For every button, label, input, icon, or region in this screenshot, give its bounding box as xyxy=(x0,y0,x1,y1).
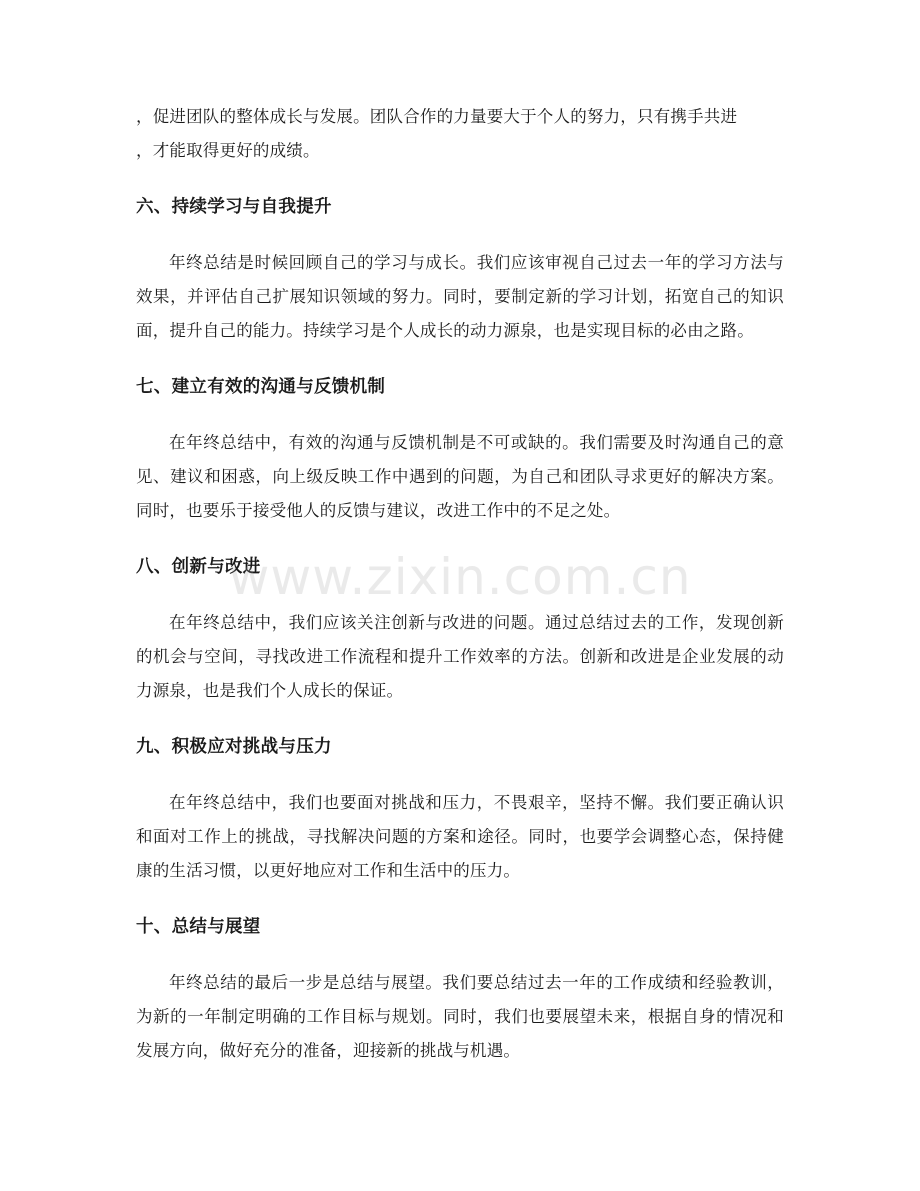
section-paragraph-10: 年终总结的最后一步是总结与展望。我们要总结过去一年的工作成绩和经验教训，为新的一年制定明确的工作目标与规划。同时，我们也要展望未来，根据自身的情况和发展方向，做好充分的准备，迎接新的挑战与机遇。 xyxy=(136,973,784,1060)
watermark: www.zixin.com.cn xyxy=(228,548,692,606)
section-heading-6: 六、持续学习与自我提升 xyxy=(136,197,332,217)
section-heading-8: 八、创新与改进 xyxy=(136,557,261,577)
section-heading-9: 九、积极应对挑战与压力 xyxy=(136,737,332,757)
section-paragraph-6: 年终总结是时候回顾自己的学习与成长。我们应该审视自己过去一年的学习方法与效果，并评估自己扩展知识领域的努力。同时，要制定新的学习计划，拓宽自己的知识面，提升自己的能力。持续学习是个人成长的动力源泉，也是实现目标的必由之路。 xyxy=(136,253,784,340)
section-heading-7: 七、建立有效的沟通与反馈机制 xyxy=(136,377,386,397)
section-paragraph-7: 在年终总结中，有效的沟通与反馈机制是不可或缺的。我们需要及时沟通自己的意见、建议和困惑，向上级反映工作中遇到的问题，为自己和团队寻求更好的解决方案。同时，也要乐于接受他人的反馈与建议，改进工作中的不足之处。 xyxy=(136,433,784,520)
intro-paragraph xyxy=(136,100,784,168)
section-heading-10: 十、总结与展望 xyxy=(136,917,261,937)
section-paragraph-9: 在年终总结中，我们也要面对挑战和压力，不畏艰辛，坚持不懈。我们要正确认识和面对工作上的挑战，寻找解决问题的方案和途径。同时，也要学会调整心态，保持健康的生活习惯，以更好地应对工作和生活中的压力。 xyxy=(136,793,784,880)
document-body xyxy=(136,100,784,1068)
section-paragraph-8: 在年终总结中，我们应该关注创新与改进的问题。通过总结过去的工作，发现创新的机会与空间，寻找改进工作流程和提升工作效率的方法。创新和改进是企业发展的动力源泉，也是我们个人成长的保证。 xyxy=(136,613,784,700)
intro-line-2: ，才能取得更好的成绩。 xyxy=(136,141,320,160)
intro-line-1: ，促进团队的整体成长与发展。团队合作的力量要大于个人的努力，只有携手共进 xyxy=(136,107,738,126)
